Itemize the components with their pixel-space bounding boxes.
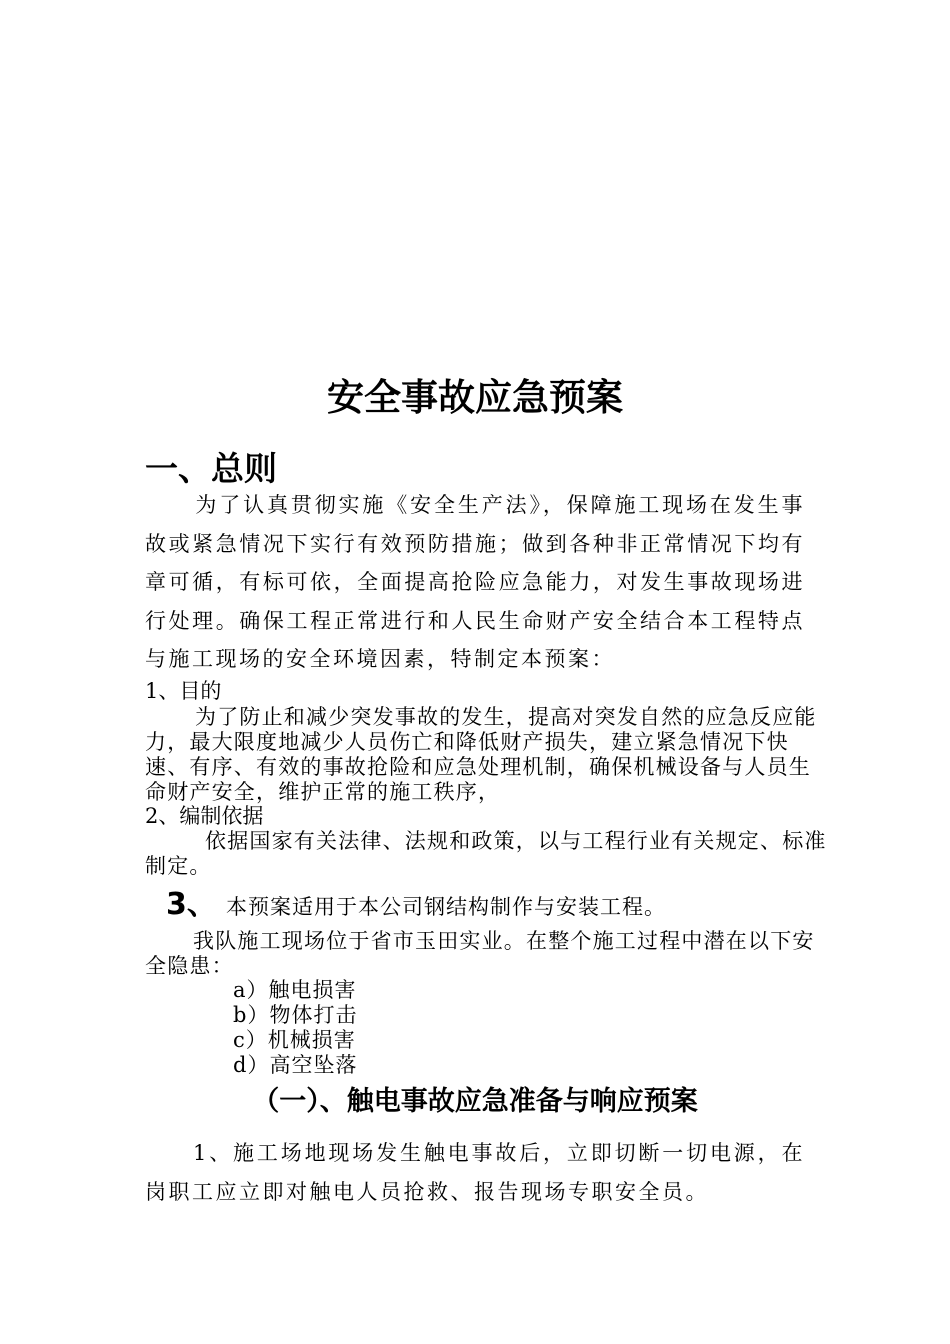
document-title: 安全事故应急预案 xyxy=(327,376,623,419)
hazard-intro-text: 我队施工现场位于省市玉田实业。在整个施工过程中潜在以下安全隐患： xyxy=(145,929,815,978)
hazard-item: a）触电损害 xyxy=(233,978,357,1002)
section-heading-general: 一、总则 xyxy=(145,449,277,488)
hazard-item: d）高空坠落 xyxy=(233,1053,358,1077)
purpose-paragraph xyxy=(145,705,825,805)
subsection-heading-electric-shock: （一）、触电事故应急准备与响应预案 xyxy=(252,1086,698,1117)
basis-text: 依据国家有关法律、法规和政策，以与工程行业有关规定、标准制定。 xyxy=(145,829,827,878)
scope-number: 3、 xyxy=(166,887,217,922)
scope-text: 本预案适用于本公司钢结构制作与安装工程。 xyxy=(226,895,666,919)
hazard-intro-paragraph xyxy=(145,929,815,979)
step1-text: 1、施工场地现场发生触电事故后，立即切断一切电源，在岗职工应立即对触电人员抢救、报告现场专职安全员。 xyxy=(145,1141,805,1204)
purpose-text: 为了防止和减少突发事故的发生，提高对突发自然的应急反应能力，最大限度地减少人员伤亡和降低财产损失，建立紧急情况下快速、有序、有效的事故抢险和应急处理机制，确保机械设备与人员生命财产安全，维护正常的施工秩序， xyxy=(145,705,817,804)
hazard-item: c）机械损害 xyxy=(233,1028,356,1052)
intro-text: 为了认真贯彻实施《安全生产法》，保障施工现场在发生事故或紧急情况下实行有效预防措施；做到各种非正常情况下均有章可循，有标可依，全面提高抢险应急能力，对发生事故现场进行处理。确保工程正常进行和人民生命财产安全结合本工程特点与施工现场的安全环境因素，特制定本预案： xyxy=(145,493,805,671)
intro-paragraph xyxy=(145,486,805,679)
hazard-item: b）物体打击 xyxy=(233,1003,358,1027)
purpose-heading: 1、目的 xyxy=(145,679,222,703)
basis-heading: 2、编制依据 xyxy=(145,804,264,828)
basis-paragraph xyxy=(145,829,835,879)
step1-paragraph xyxy=(145,1134,805,1211)
